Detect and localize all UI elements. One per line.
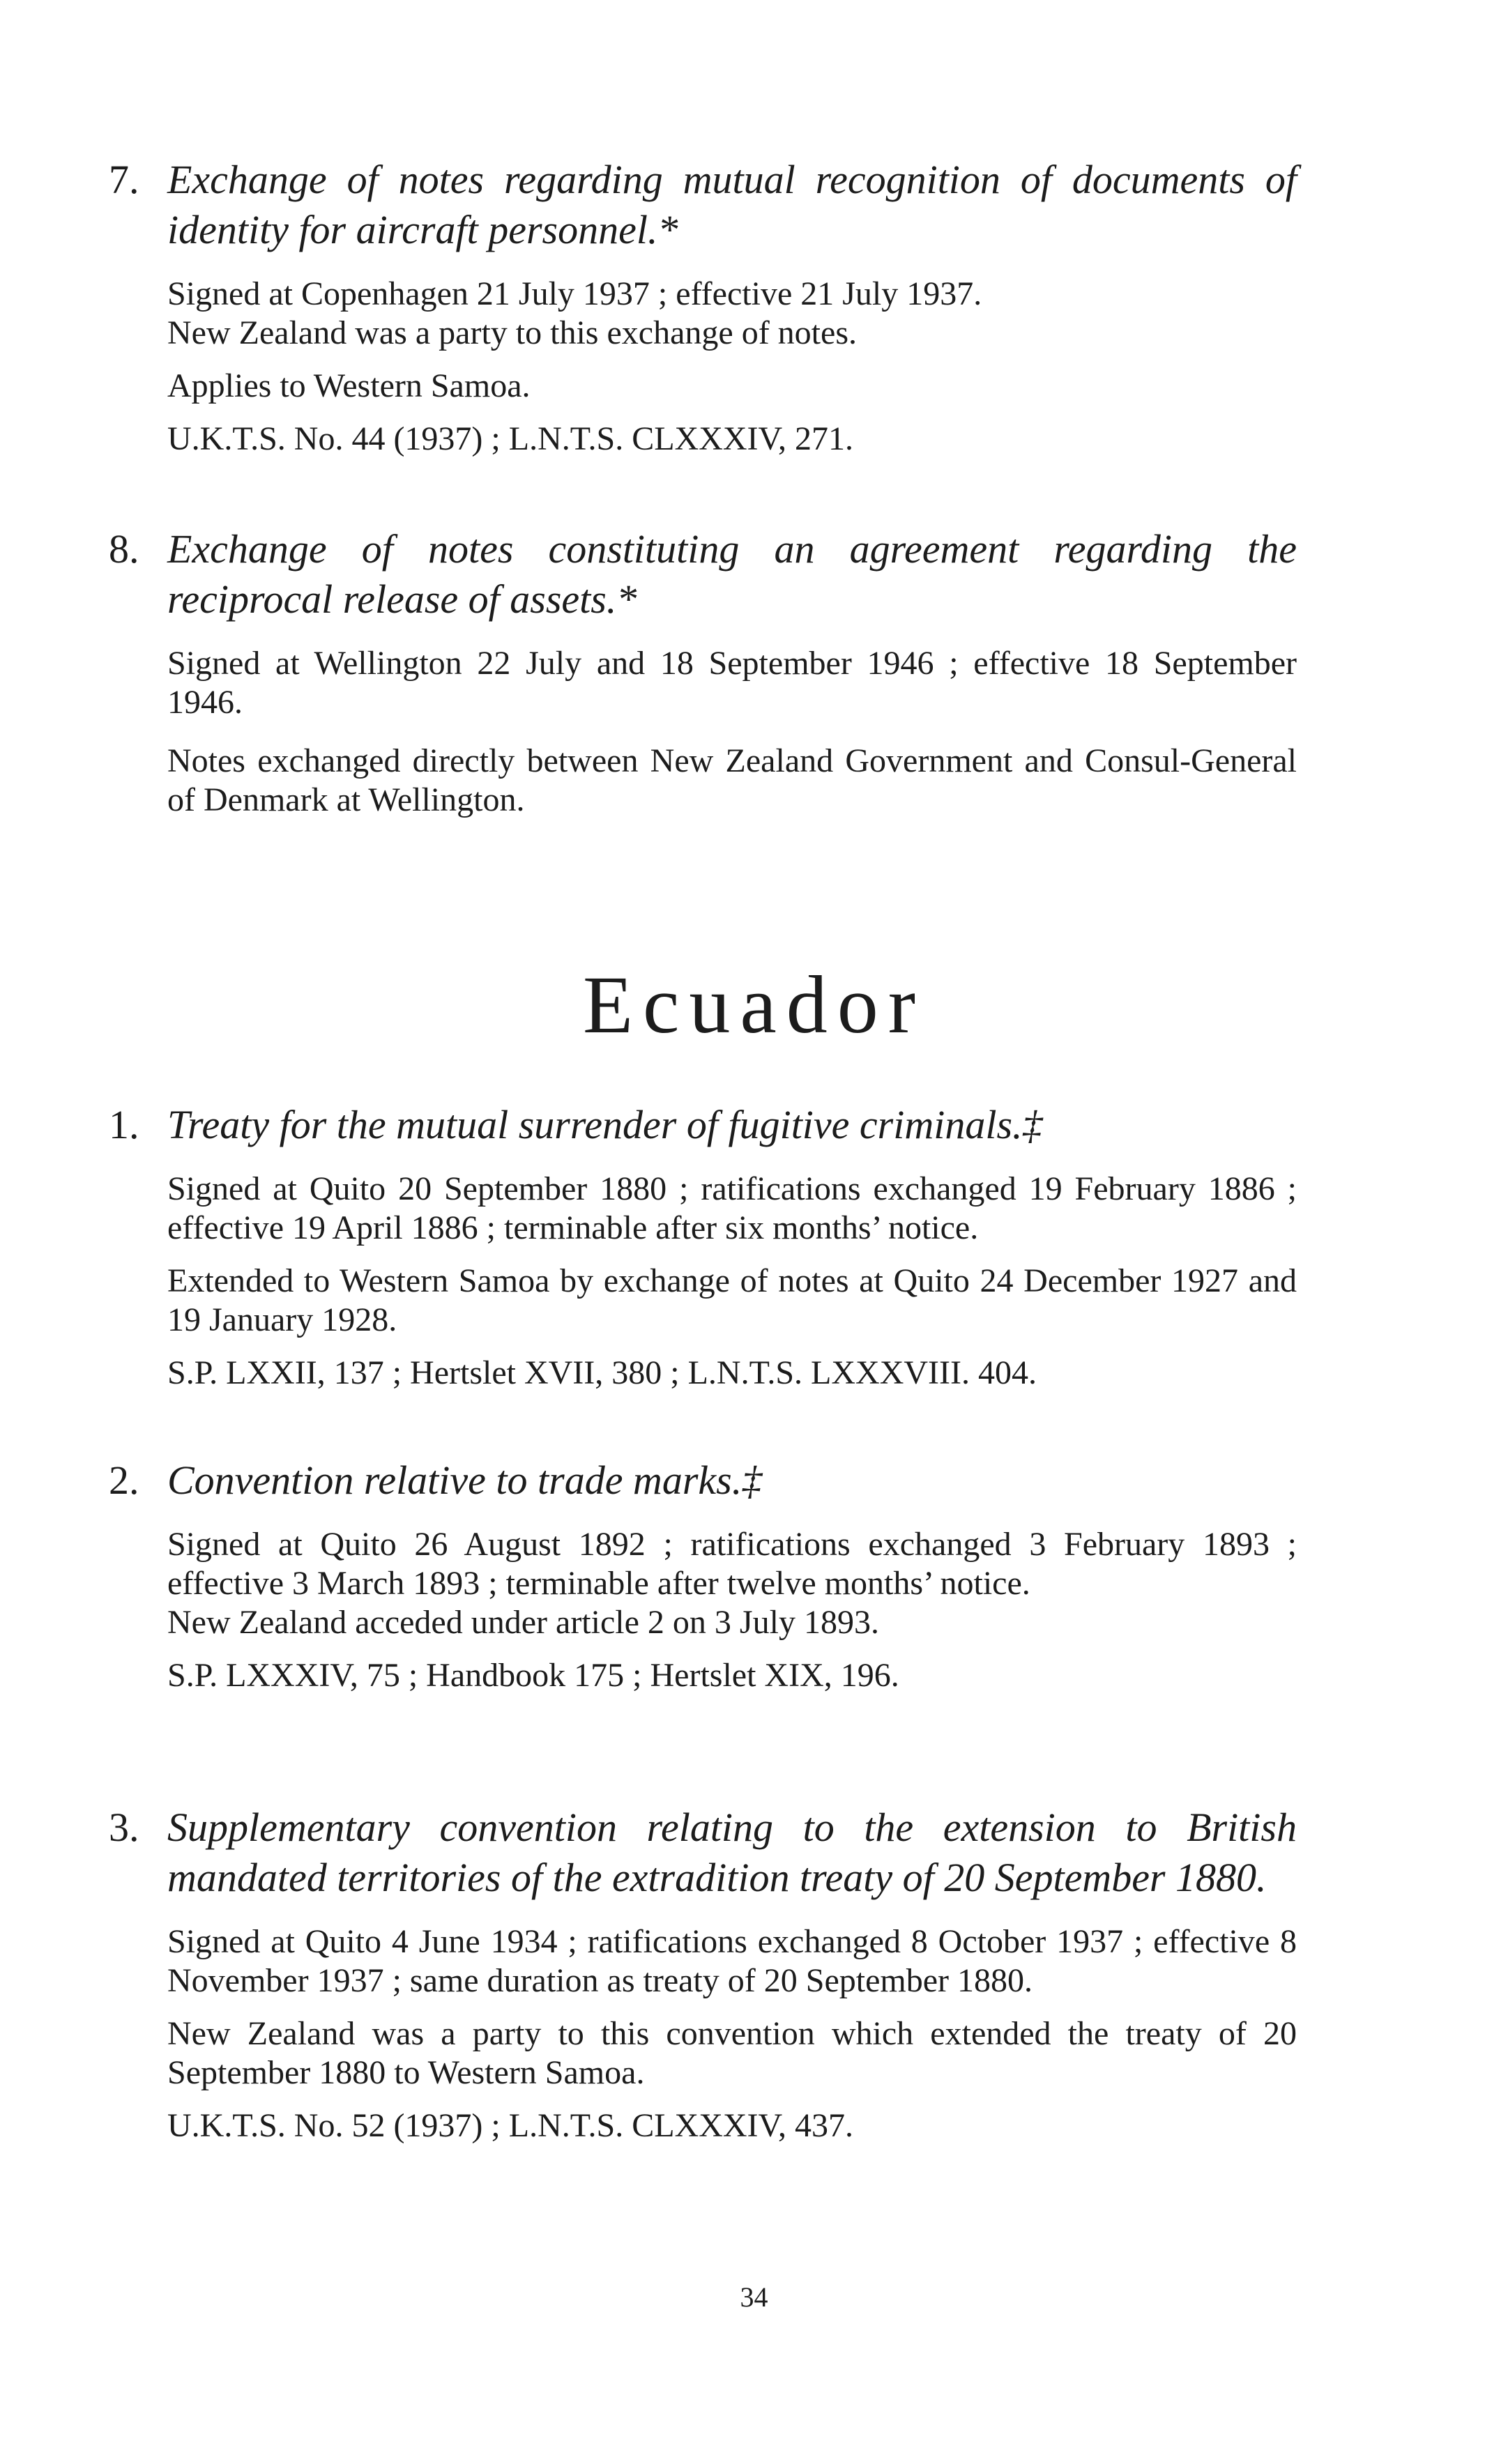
entry-number: 3. — [109, 1805, 139, 1850]
treaty-entry-ecuador-3 — [109, 1803, 1297, 2145]
entry-title — [109, 1100, 1297, 1150]
entry-title — [109, 1803, 1297, 1903]
party-note: New Zealand was a party to this convention which extended the treaty of 20 September 1880 to Western Samoa. — [167, 2015, 1297, 2091]
entry-title-text: Convention relative to trade marks.‡ — [167, 1457, 763, 1503]
treaty-entry-ecuador-1 — [109, 1100, 1297, 1393]
references: U.K.T.S. No. 44 (1937) ; L.N.T.S. CLXXXIV, 271. — [167, 420, 853, 457]
treaty-entry-denmark-7 — [109, 155, 1297, 459]
entry-title — [109, 1455, 1297, 1506]
party-note: New Zealand was a party to this exchange of notes. — [167, 314, 857, 351]
accession-note: New Zealand acceded under article 2 on 3 July 1893. — [167, 1604, 879, 1641]
treaty-entry-ecuador-2 — [109, 1455, 1297, 1695]
entry-title — [109, 155, 1297, 255]
entry-number: 1. — [109, 1102, 139, 1147]
references: S.P. LXXII, 137 ; Hertslet XVII, 380 ; L.N.T.S. LXXXVIII. 404. — [167, 1354, 1037, 1391]
entry-title-text: Treaty for the mutual surrender of fugitive criminals.‡ — [167, 1102, 1043, 1147]
entry-number: 2. — [109, 1457, 139, 1503]
references: U.K.T.S. No. 52 (1937) ; L.N.T.S. CLXXXIV, 437. — [167, 2107, 853, 2144]
treaty-entry-denmark-8 — [109, 524, 1297, 820]
page-number: 34 — [740, 2281, 768, 2313]
entry-title-text: Exchange of notes constituting an agreement regarding the reciprocal release of assets.* — [167, 526, 1297, 622]
entry-title — [109, 524, 1297, 625]
signed-details: Signed at Quito 26 August 1892 ; ratifications exchanged 3 February 1893 ; effective 3 March 1893 ; terminable after twelve months’ notice. — [167, 1526, 1297, 1602]
extension-note: Extended to Western Samoa by exchange of notes at Quito 24 December 1927 and 19 January 1928. — [167, 1262, 1297, 1338]
signed-details: Signed at Quito 20 September 1880 ; ratifications exchanged 19 February 1886 ; effective 19 April 1886 ; terminable after six months’ notice. — [167, 1170, 1297, 1246]
references: S.P. LXXXIV, 75 ; Handbook 175 ; Hertslet XIX, 196. — [167, 1657, 899, 1694]
country-heading: Ecuador — [582, 959, 926, 1050]
applies-note: Applies to Western Samoa. — [167, 367, 531, 404]
signed-details: Signed at Copenhagen 21 July 1937 ; effective 21 July 1937. — [167, 275, 982, 312]
signed-details: Signed at Quito 4 June 1934 ; ratifications exchanged 8 October 1937 ; effective 8 November 1937 ; same duration as treaty of 20 September 1880. — [167, 1923, 1297, 1999]
entry-number: 7. — [109, 157, 139, 202]
entry-title-text: Exchange of notes regarding mutual recognition of documents of identity for aircraft personnel.* — [167, 157, 1297, 252]
exchange-note: Notes exchanged directly between New Zealand Government and Consul-General of Denmark at Wellington. — [167, 742, 1297, 818]
entry-number: 8. — [109, 526, 139, 572]
signed-details: Signed at Wellington 22 July and 18 September 1946 ; effective 18 September 1946. — [167, 645, 1297, 721]
entry-title-text: Supplementary convention relating to the extension to British mandated territories of the extradition treaty of 20 September 1880. — [167, 1805, 1297, 1900]
